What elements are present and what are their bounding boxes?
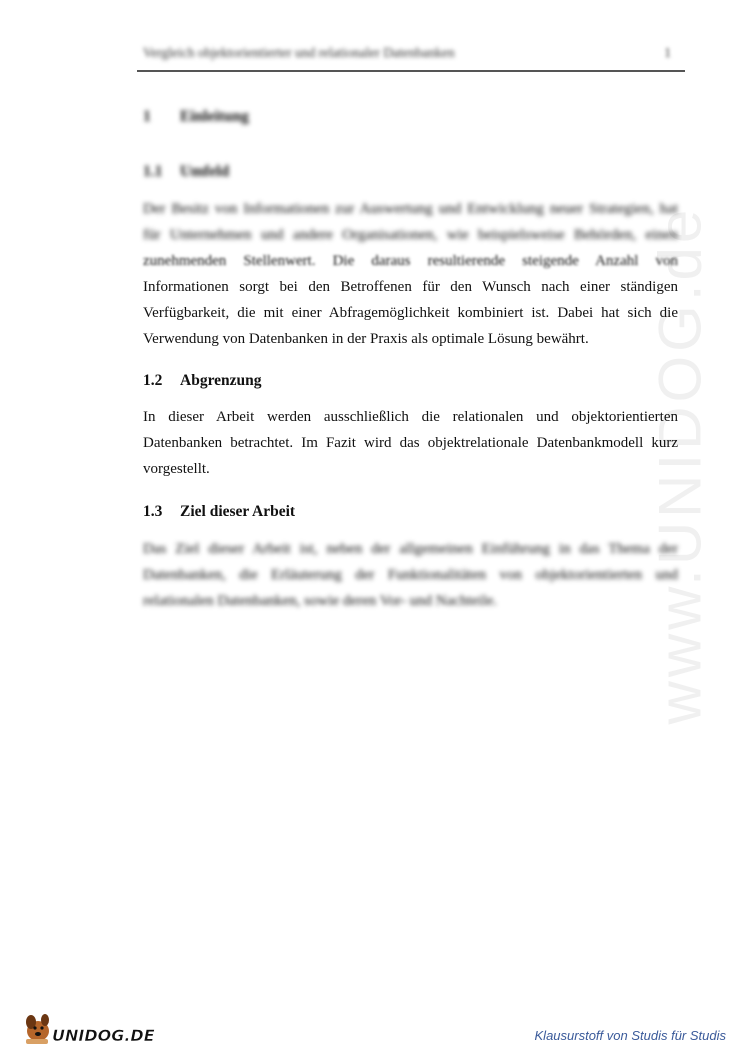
text-line: Das Ziel dieser Arbeit ist, neben der allgemeinen Einführung in das Thema der [143, 541, 678, 557]
heading-title: Einleitung [180, 108, 249, 125]
heading-section-1 [143, 108, 249, 126]
header-title: Vergleich objektorientierter und relationaler Datenbanken [143, 45, 455, 60]
text-line: für Unternehmen und andere Organisationen, wie beispielsweise Behörden, einen [143, 227, 678, 243]
heading-number: 1 [143, 108, 151, 125]
watermark: www.UNIDOG.de [646, 205, 714, 725]
text-line: Datenbanken betrachtet. Im Fazit wird das objektrelationale Datenbankmodell kurz [143, 435, 678, 451]
heading-section-1-2 [143, 372, 262, 390]
heading-number: 1.3 [143, 503, 163, 520]
footer-tagline: Klausurstoff von Studis für Studis [534, 1028, 726, 1043]
heading-title: Ziel dieser Arbeit [180, 503, 296, 520]
logo-text: UNIDOG.DE [52, 1026, 155, 1045]
text-line: vorgestellt. [143, 461, 210, 477]
dog-icon [20, 1005, 160, 1047]
text-line: Datenbanken, die Erläuterung der Funktionalitäten von objektorientierten und [143, 567, 678, 583]
heading-number: 1.2 [143, 372, 163, 389]
paragraph-umfeld [143, 196, 678, 352]
heading-title: Umfeld [180, 163, 230, 180]
text-line: Informationen sorgt bei den Betroffenen für den Wunsch nach einer ständigen [143, 279, 678, 295]
text-line: Verfügbarkeit, die mit einer Abfragemöglichkeit kombiniert ist. Dabei hat sich die [143, 305, 678, 321]
unidog-logo [20, 1005, 160, 1047]
heading-title: Abgrenzung [180, 372, 262, 389]
heading-number: 1.1 [143, 163, 163, 180]
page-header [137, 40, 685, 72]
paragraph-abgrenzung [143, 404, 678, 482]
page-number: 1 [664, 45, 671, 60]
text-line: zunehmenden Stellenwert. Die daraus resultierende steigende Anzahl von [143, 253, 678, 269]
text-line: relationalen Datenbanken, sowie deren Vor- und Nachteile. [143, 593, 498, 609]
paragraph-ziel [143, 536, 678, 614]
heading-section-1-3 [143, 503, 295, 521]
text-line: Der Besitz von Informationen zur Auswertung und Entwicklung neuer Strategien, hat [143, 201, 678, 217]
text-line: In dieser Arbeit werden ausschließlich die relationalen und objektorientierten [143, 409, 678, 425]
text-line: Verwendung von Datenbanken in der Praxis als optimale Lösung bewährt. [143, 331, 589, 347]
heading-section-1-1 [143, 163, 229, 181]
